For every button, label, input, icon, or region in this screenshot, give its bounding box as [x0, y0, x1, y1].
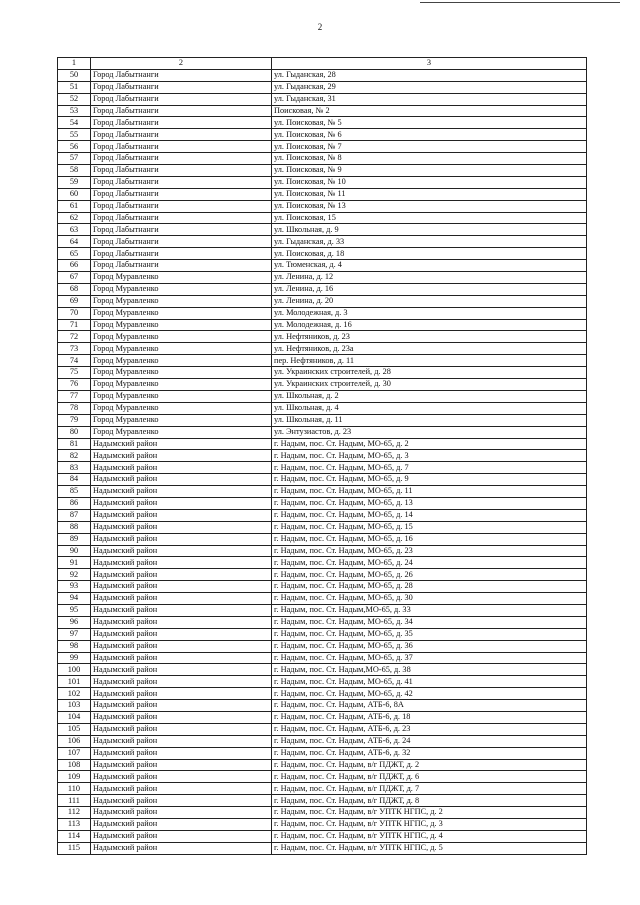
address-cell: ул. Поисковая, № 9 [272, 165, 587, 177]
table-row [58, 474, 587, 486]
municipality-cell: Город Муравленко [91, 331, 272, 343]
row-number: 87 [58, 509, 91, 521]
table-row [58, 426, 587, 438]
row-number: 65 [58, 248, 91, 260]
row-number: 84 [58, 474, 91, 486]
row-number: 101 [58, 676, 91, 688]
row-number: 76 [58, 379, 91, 391]
table-row [58, 331, 587, 343]
page-number: 2 [317, 22, 323, 32]
municipality-cell: Город Муравленко [91, 272, 272, 284]
table-row [58, 664, 587, 676]
table-row [58, 355, 587, 367]
table-row [58, 307, 587, 319]
table-row [58, 93, 587, 105]
row-number: 88 [58, 521, 91, 533]
table-row [58, 581, 587, 593]
table-row [58, 616, 587, 628]
address-cell: г. Надым, пос. Ст. Надым, МО-65, д. 41 [272, 676, 587, 688]
row-number: 108 [58, 759, 91, 771]
row-number: 104 [58, 711, 91, 723]
municipality-cell: Город Лабытнанги [91, 260, 272, 272]
municipality-cell: Надымский район [91, 842, 272, 854]
address-cell: г. Надым, пос. Ст. Надым, МО-65, д. 35 [272, 628, 587, 640]
row-number: 94 [58, 593, 91, 605]
row-number: 53 [58, 105, 91, 117]
municipality-cell: Надымский район [91, 723, 272, 735]
row-number: 109 [58, 771, 91, 783]
municipality-cell: Город Муравленко [91, 283, 272, 295]
municipality-cell: Город Лабытнанги [91, 93, 272, 105]
address-cell: ул. Молодежная, д. 16 [272, 319, 587, 331]
row-number: 105 [58, 723, 91, 735]
row-number: 69 [58, 295, 91, 307]
row-number: 106 [58, 735, 91, 747]
municipality-cell: Город Муравленко [91, 343, 272, 355]
municipality-cell: Город Муравленко [91, 295, 272, 307]
table-row [58, 486, 587, 498]
row-number: 50 [58, 69, 91, 81]
row-number: 86 [58, 497, 91, 509]
municipality-cell: Город Лабытнанги [91, 165, 272, 177]
table-row [58, 759, 587, 771]
municipality-cell: Надымский район [91, 581, 272, 593]
row-number: 80 [58, 426, 91, 438]
address-cell: г. Надым, пос. Ст. Надым, МО-65, д. 23 [272, 545, 587, 557]
table-row [58, 521, 587, 533]
row-number: 61 [58, 200, 91, 212]
table-row [58, 497, 587, 509]
address-cell: ул. Поисковая, № 5 [272, 117, 587, 129]
municipality-cell: Надымский район [91, 616, 272, 628]
table-row [58, 176, 587, 188]
address-cell: ул. Гыданская, д. 33 [272, 236, 587, 248]
address-cell: г. Надым, пос. Ст. Надым, МО-65, д. 37 [272, 652, 587, 664]
address-cell: г. Надым, пос. Ст. Надым,МО-65, д. 38 [272, 664, 587, 676]
address-cell: ул. Украинских строителей, д. 30 [272, 379, 587, 391]
address-cell: ул. Ленина, д. 20 [272, 295, 587, 307]
address-cell: ул. Поисковая, № 13 [272, 200, 587, 212]
municipality-cell: Надымский район [91, 711, 272, 723]
municipality-cell: Надымский район [91, 497, 272, 509]
row-number: 75 [58, 367, 91, 379]
address-cell: г. Надым, пос. Ст. Надым, МО-65, д. 9 [272, 474, 587, 486]
municipality-cell: Надымский район [91, 830, 272, 842]
municipality-cell: Город Муравленко [91, 390, 272, 402]
municipality-cell: Город Муравленко [91, 355, 272, 367]
address-cell: г. Надым, пос. Ст. Надым, МО-65, д. 34 [272, 616, 587, 628]
address-cell: г. Надым, пос. Ст. Надым, в/г ПДЖТ, д. 6 [272, 771, 587, 783]
municipality-cell: Город Лабытнанги [91, 69, 272, 81]
municipality-cell: Город Лабытнанги [91, 81, 272, 93]
row-number: 72 [58, 331, 91, 343]
municipality-cell: Надымский район [91, 593, 272, 605]
row-number: 90 [58, 545, 91, 557]
address-cell: г. Надым, пос. Ст. Надым, МО-65, д. 11 [272, 486, 587, 498]
table-row [58, 165, 587, 177]
row-number: 102 [58, 688, 91, 700]
table-row [58, 117, 587, 129]
table-row [58, 129, 587, 141]
row-number: 70 [58, 307, 91, 319]
table-header-row [58, 58, 587, 70]
table-row [58, 450, 587, 462]
row-number: 85 [58, 486, 91, 498]
address-cell: г. Надым, пос. Ст. Надым, МО-65, д. 13 [272, 497, 587, 509]
address-cell: ул. Гыданская, 29 [272, 81, 587, 93]
municipality-cell: Надымский район [91, 771, 272, 783]
address-cell: ул. Школьная, д. 2 [272, 390, 587, 402]
address-cell: ул. Украинских строителей, д. 28 [272, 367, 587, 379]
address-cell: г. Надым, пос. Ст. Надым, в/г ПДЖТ, д. 7 [272, 783, 587, 795]
table-body [58, 69, 587, 854]
table-row [58, 723, 587, 735]
municipality-cell: Город Лабытнанги [91, 236, 272, 248]
table-row [58, 509, 587, 521]
row-number: 83 [58, 462, 91, 474]
municipality-cell: Надымский район [91, 569, 272, 581]
table-row [58, 807, 587, 819]
municipality-cell: Надымский район [91, 557, 272, 569]
row-number: 57 [58, 153, 91, 165]
row-number: 52 [58, 93, 91, 105]
address-cell: г. Надым, пос. Ст. Надым, МО-65, д. 7 [272, 462, 587, 474]
row-number: 74 [58, 355, 91, 367]
address-cell: г. Надым, пос. Ст. Надым, МО-65, д. 26 [272, 569, 587, 581]
municipality-cell: Город Муравленко [91, 402, 272, 414]
municipality-cell: Город Муравленко [91, 379, 272, 391]
address-cell: г. Надым, пос. Ст. Надым, МО-65, д. 28 [272, 581, 587, 593]
row-number: 77 [58, 390, 91, 402]
top-rule [420, 2, 620, 3]
row-number: 91 [58, 557, 91, 569]
table-row [58, 640, 587, 652]
row-number: 59 [58, 176, 91, 188]
address-cell: ул. Поисковая, № 11 [272, 188, 587, 200]
municipality-cell: Надымский район [91, 783, 272, 795]
row-number: 97 [58, 628, 91, 640]
row-number: 51 [58, 81, 91, 93]
address-cell: ул. Ленина, д. 16 [272, 283, 587, 295]
municipality-cell: Город Лабытнанги [91, 176, 272, 188]
municipality-cell: Город Лабытнанги [91, 224, 272, 236]
table-row [58, 771, 587, 783]
municipality-cell: Надымский район [91, 486, 272, 498]
municipality-cell: Надымский район [91, 545, 272, 557]
table-row [58, 438, 587, 450]
table-row [58, 747, 587, 759]
table-row [58, 688, 587, 700]
municipality-cell: Надымский район [91, 604, 272, 616]
row-number: 64 [58, 236, 91, 248]
row-number: 62 [58, 212, 91, 224]
municipality-cell: Город Лабытнанги [91, 200, 272, 212]
address-cell: г. Надым, пос. Ст. Надым, АТБ-6, д. 24 [272, 735, 587, 747]
municipality-cell: Надымский район [91, 640, 272, 652]
row-number: 99 [58, 652, 91, 664]
table-row [58, 295, 587, 307]
table-row [58, 248, 587, 260]
municipality-cell: Надымский район [91, 533, 272, 545]
row-number: 71 [58, 319, 91, 331]
address-cell: г. Надым, пос. Ст. Надым, в/г ПДЖТ, д. 8 [272, 795, 587, 807]
row-number: 93 [58, 581, 91, 593]
table-row [58, 212, 587, 224]
municipality-cell: Надымский район [91, 474, 272, 486]
table-row [58, 319, 587, 331]
address-cell: г. Надым, пос. Ст. Надым, МО-65, д. 24 [272, 557, 587, 569]
address-cell: г. Надым, пос. Ст. Надым, МО-65, д. 15 [272, 521, 587, 533]
row-number: 60 [58, 188, 91, 200]
municipality-cell: Надымский район [91, 676, 272, 688]
municipality-cell: Город Лабытнанги [91, 212, 272, 224]
municipality-cell: Надымский район [91, 450, 272, 462]
municipality-cell: Надымский район [91, 509, 272, 521]
table-row [58, 236, 587, 248]
row-number: 96 [58, 616, 91, 628]
table-row [58, 141, 587, 153]
table-row [58, 379, 587, 391]
row-number: 81 [58, 438, 91, 450]
table-row [58, 390, 587, 402]
row-number: 56 [58, 141, 91, 153]
table-row [58, 260, 587, 272]
table-row [58, 545, 587, 557]
table-row [58, 81, 587, 93]
municipality-cell: Надымский район [91, 664, 272, 676]
table-row [58, 593, 587, 605]
row-number: 66 [58, 260, 91, 272]
table-row [58, 402, 587, 414]
table-row [58, 69, 587, 81]
address-cell: г. Надым, пос. Ст. Надым, в/г УПТК НГПС, д. 4 [272, 830, 587, 842]
municipality-cell: Надымский район [91, 438, 272, 450]
address-cell: г. Надым, пос. Ст. Надым, МО-65, д. 30 [272, 593, 587, 605]
row-number: 111 [58, 795, 91, 807]
table-row [58, 153, 587, 165]
municipality-cell: Надымский район [91, 652, 272, 664]
address-cell: ул. Школьная, д. 4 [272, 402, 587, 414]
address-cell: г. Надым, пос. Ст. Надым, МО-65, д. 42 [272, 688, 587, 700]
address-cell: ул. Поисковая, № 7 [272, 141, 587, 153]
municipality-cell: Город Лабытнанги [91, 117, 272, 129]
table-row [58, 283, 587, 295]
municipality-cell: Надымский район [91, 795, 272, 807]
address-cell: пер. Нефтяников, д. 11 [272, 355, 587, 367]
table-row [58, 569, 587, 581]
municipality-cell: Надымский район [91, 747, 272, 759]
table-row [58, 830, 587, 842]
row-number: 73 [58, 343, 91, 355]
municipality-cell: Город Лабытнанги [91, 248, 272, 260]
row-number: 103 [58, 700, 91, 712]
table-row [58, 628, 587, 640]
table-row [58, 272, 587, 284]
table-row [58, 367, 587, 379]
address-cell: ул. Нефтяников, д. 23 [272, 331, 587, 343]
address-cell: ул. Поисковая, № 8 [272, 153, 587, 165]
row-number: 67 [58, 272, 91, 284]
table-row [58, 224, 587, 236]
row-number: 110 [58, 783, 91, 795]
address-cell: ул. Поисковая, № 10 [272, 176, 587, 188]
address-cell: ул. Поисковая, 15 [272, 212, 587, 224]
address-cell: г. Надым, пос. Ст. Надым, в/г УПТК НГПС, д. 3 [272, 819, 587, 831]
municipality-cell: Город Муравленко [91, 426, 272, 438]
address-cell: ул. Гыданская, 31 [272, 93, 587, 105]
address-cell: г. Надым, пос. Ст. Надым, МО-65, д. 14 [272, 509, 587, 521]
address-table [57, 57, 587, 855]
table-row [58, 200, 587, 212]
table-row [58, 462, 587, 474]
municipality-cell: Надымский район [91, 628, 272, 640]
table-row [58, 711, 587, 723]
municipality-cell: Надымский район [91, 688, 272, 700]
row-number: 78 [58, 402, 91, 414]
row-number: 112 [58, 807, 91, 819]
address-cell: ул. Молодежная, д. 3 [272, 307, 587, 319]
address-cell: г. Надым, пос. Ст. Надым,МО-65, д. 33 [272, 604, 587, 616]
table-row [58, 533, 587, 545]
row-number: 115 [58, 842, 91, 854]
address-cell: ул. Ленина, д. 12 [272, 272, 587, 284]
header-col-3: 3 [272, 58, 587, 70]
table-row [58, 700, 587, 712]
table-row [58, 842, 587, 854]
table-row [58, 343, 587, 355]
municipality-cell: Надымский район [91, 521, 272, 533]
address-cell: ул. Школьная, д. 11 [272, 414, 587, 426]
address-cell: Поисковая, № 2 [272, 105, 587, 117]
row-number: 58 [58, 165, 91, 177]
address-cell: г. Надым, пос. Ст. Надым, МО-65, д. 3 [272, 450, 587, 462]
row-number: 79 [58, 414, 91, 426]
municipality-cell: Надымский район [91, 735, 272, 747]
municipality-cell: Город Лабытнанги [91, 141, 272, 153]
table-row [58, 795, 587, 807]
row-number: 54 [58, 117, 91, 129]
address-cell: ул. Энтузиастов, д. 23 [272, 426, 587, 438]
municipality-cell: Надымский район [91, 819, 272, 831]
address-cell: г. Надым, пос. Ст. Надым, АТБ-6, д. 18 [272, 711, 587, 723]
address-cell: ул. Гыданская, 28 [272, 69, 587, 81]
municipality-cell: Город Лабытнанги [91, 105, 272, 117]
row-number: 100 [58, 664, 91, 676]
municipality-cell: Город Муравленко [91, 319, 272, 331]
row-number: 82 [58, 450, 91, 462]
municipality-cell: Надымский район [91, 462, 272, 474]
row-number: 113 [58, 819, 91, 831]
address-cell: г. Надым, пос. Ст. Надым, в/г УПТК НГПС, д. 5 [272, 842, 587, 854]
row-number: 55 [58, 129, 91, 141]
municipality-cell: Город Муравленко [91, 307, 272, 319]
header-col-2: 2 [91, 58, 272, 70]
address-cell: г. Надым, пос. Ст. Надым, МО-65, д. 16 [272, 533, 587, 545]
address-cell: г. Надым, пос. Ст. Надым, в/г ПДЖТ, д. 2 [272, 759, 587, 771]
table-row [58, 557, 587, 569]
table-row [58, 604, 587, 616]
table-row [58, 735, 587, 747]
row-number: 63 [58, 224, 91, 236]
address-cell: г. Надым, пос. Ст. Надым, в/г УПТК НГПС, д. 2 [272, 807, 587, 819]
address-cell: ул. Тюменская, д. 4 [272, 260, 587, 272]
table-row [58, 819, 587, 831]
municipality-cell: Город Лабытнанги [91, 188, 272, 200]
municipality-cell: Надымский район [91, 700, 272, 712]
municipality-cell: Город Лабытнанги [91, 129, 272, 141]
municipality-cell: Город Муравленко [91, 367, 272, 379]
header-col-1: 1 [58, 58, 91, 70]
municipality-cell: Город Лабытнанги [91, 153, 272, 165]
row-number: 107 [58, 747, 91, 759]
address-cell: ул. Поисковая, д. 18 [272, 248, 587, 260]
table-row [58, 105, 587, 117]
row-number: 114 [58, 830, 91, 842]
row-number: 95 [58, 604, 91, 616]
row-number: 68 [58, 283, 91, 295]
municipality-cell: Город Муравленко [91, 414, 272, 426]
municipality-cell: Надымский район [91, 759, 272, 771]
table-row [58, 188, 587, 200]
address-cell: г. Надым, пос. Ст. Надым, МО-65, д. 2 [272, 438, 587, 450]
row-number: 89 [58, 533, 91, 545]
municipality-cell: Надымский район [91, 807, 272, 819]
address-cell: ул. Нефтяников, д. 23а [272, 343, 587, 355]
address-cell: г. Надым, пос. Ст. Надым, АТБ-6, 8А [272, 700, 587, 712]
table-row [58, 676, 587, 688]
address-cell: г. Надым, пос. Ст. Надым, АТБ-6, д. 32 [272, 747, 587, 759]
table-row [58, 783, 587, 795]
table-row [58, 414, 587, 426]
row-number: 92 [58, 569, 91, 581]
address-cell: г. Надым, пос. Ст. Надым, АТБ-6, д. 23 [272, 723, 587, 735]
row-number: 98 [58, 640, 91, 652]
address-cell: ул. Школьная, д. 9 [272, 224, 587, 236]
address-cell: ул. Поисковая, № 6 [272, 129, 587, 141]
table-row [58, 652, 587, 664]
address-cell: г. Надым, пос. Ст. Надым, МО-65, д. 36 [272, 640, 587, 652]
